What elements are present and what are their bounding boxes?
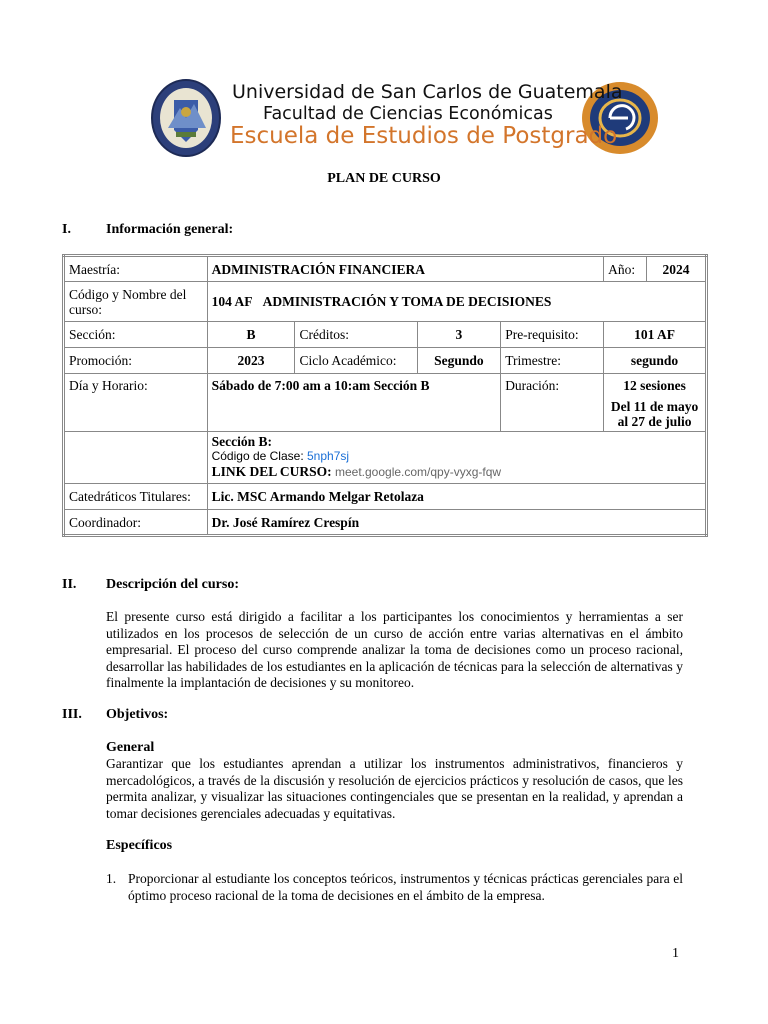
table-row [64, 374, 707, 432]
ciclo-label: Ciclo Académico: [295, 348, 417, 374]
section-1-number: I. [62, 222, 71, 237]
curso-nombre: ADMINISTRACIÓN Y TOMA DE DECISIONES [262, 294, 552, 309]
seccion-b-cell [207, 432, 706, 484]
anio-value: 2024 [646, 256, 706, 282]
prereq-label: Pre-requisito: [501, 322, 604, 348]
document-title: PLAN DE CURSO [327, 171, 441, 186]
faculty-name: Facultad de Ciencias Económicas [263, 104, 553, 124]
specific-item-1-number: 1. [106, 871, 117, 886]
page-number: 1 [672, 946, 679, 961]
duracion-cell [604, 374, 707, 432]
usac-seal-logo [150, 78, 222, 158]
prereq-value: 101 AF [604, 322, 707, 348]
table-row [64, 282, 707, 322]
section-2-body: El presente curso está dirigido a facilitar a los participantes los conocimientos y herramientas a ser utilizados en los procesos de selección de un curso de acción entre varias alternativas en el ámbito empresarial. El proceso del curso comprende analizar la toma de decisiones como un proceso racional, desarrollar las habilidades de los estudiantes en la aplicación de técnicas para la selección de alternativas y finalmente la implantación de decisiones y su monitoreo. [106, 609, 683, 691]
table-row [64, 432, 707, 484]
codigo-clase-line [212, 449, 701, 464]
duracion-label: Duración: [501, 374, 604, 432]
codigo-label: Código y Nombre del curso: [64, 282, 208, 322]
catedraticos-value: Lic. MSC Armando Melgar Retolaza [207, 484, 706, 510]
section-2-number: II. [62, 577, 77, 592]
codigo-clase-value: 5nph7sj [307, 449, 350, 463]
codigo-value: 104 AF [211, 294, 253, 309]
general-info-table [62, 254, 708, 537]
general-objective-title: General [106, 740, 155, 755]
table-row [64, 322, 707, 348]
section-2-title: Descripción del curso: [106, 577, 239, 592]
section-3-number: III. [62, 707, 82, 722]
specific-item-1-text: Proporcionar al estudiante los conceptos teóricos, instrumentos y técnicas prácticas gerenciales para el óptimo proceso racional de la toma de decisiones en el ámbito de la empresa. [128, 871, 683, 903]
link-curso-line [212, 464, 701, 480]
trimestre-value: segundo [604, 348, 707, 374]
promocion-label: Promoción: [64, 348, 208, 374]
empty-cell [64, 432, 208, 484]
link-curso-label: LINK DEL CURSO: [211, 464, 332, 479]
duracion-sesiones: 12 sesiones [623, 378, 686, 393]
coordinador-value: Dr. José Ramírez Crespín [207, 510, 706, 536]
maestria-label: Maestría: [64, 256, 208, 282]
specific-objectives-title: Específicos [106, 838, 173, 853]
link-curso-value[interactable]: meet.google.com/qpy-vyxg-fqw [335, 465, 502, 479]
codigo-curso-cell [207, 282, 706, 322]
dia-value: Sábado de 7:00 am a 10:am Sección B [207, 374, 501, 432]
table-row [64, 484, 707, 510]
codigo-clase-label: Código de Clase: [211, 449, 304, 463]
seccion-label: Sección: [64, 322, 208, 348]
anio-label: Año: [604, 256, 647, 282]
school-name: Escuela de Estudios de Postgrado [230, 123, 618, 149]
duracion-fechas: Del 11 de mayo al 27 de julio [610, 399, 699, 429]
coordinador-label: Coordinador: [64, 510, 208, 536]
general-objective-body: Garantizar que los estudiantes aprendan a utilizar los instrumentos administrativos, financieros y mercadológicos, a través de la discusión y resolución de ejercicios prácticos y resolución de casos, que les permita analizar, y visualizar las situaciones contingenciales que se presentan en la realidad, y aprendan a tomar decisiones gerenciales adecuadas y equitativas. [106, 756, 683, 821]
section-1-title: Información general: [106, 222, 234, 237]
table-row [64, 256, 707, 282]
maestria-value: ADMINISTRACIÓN FINANCIERA [207, 256, 603, 282]
table-row [64, 510, 707, 536]
creditos-label: Créditos: [295, 322, 417, 348]
trimestre-label: Trimestre: [501, 348, 604, 374]
university-name: Universidad de San Carlos de Guatemala [232, 81, 623, 103]
ciclo-value: Segundo [417, 348, 501, 374]
seccion-value: B [207, 322, 295, 348]
creditos-value: 3 [417, 322, 501, 348]
dia-label: Día y Horario: [64, 374, 208, 432]
catedraticos-label: Catedráticos Titulares: [64, 484, 208, 510]
section-3-title: Objetivos: [106, 707, 169, 722]
promocion-value: 2023 [207, 348, 295, 374]
table-row [64, 348, 707, 374]
seccion-b-title: Sección B: [211, 434, 272, 449]
